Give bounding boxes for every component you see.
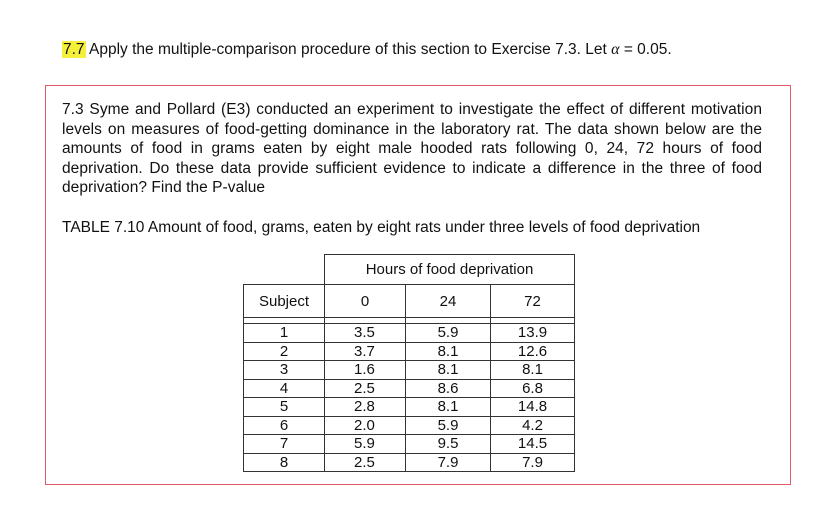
value-24h: 8.1 bbox=[406, 342, 491, 361]
subject-cell: 4 bbox=[244, 379, 325, 398]
alpha-symbol: α bbox=[611, 41, 620, 58]
table-row bbox=[244, 342, 575, 361]
value-72h: 12.6 bbox=[491, 342, 575, 361]
value-72h: 6.8 bbox=[491, 379, 575, 398]
value-72h: 7.9 bbox=[491, 453, 575, 472]
value-24h: 8.1 bbox=[406, 361, 491, 380]
table-row bbox=[244, 379, 575, 398]
subject-cell: 3 bbox=[244, 361, 325, 380]
value-72h: 13.9 bbox=[491, 324, 575, 343]
subject-cell: 6 bbox=[244, 416, 325, 435]
value-24h: 9.5 bbox=[406, 435, 491, 454]
subject-cell: 2 bbox=[244, 342, 325, 361]
subject-cell: 8 bbox=[244, 453, 325, 472]
table-row bbox=[244, 416, 575, 435]
value-0h: 2.0 bbox=[325, 416, 406, 435]
question-line bbox=[62, 40, 672, 60]
value-0h: 2.8 bbox=[325, 398, 406, 417]
value-0h: 3.5 bbox=[325, 324, 406, 343]
value-72h: 8.1 bbox=[491, 361, 575, 380]
table-row bbox=[244, 324, 575, 343]
subject-cell: 1 bbox=[244, 324, 325, 343]
table-row bbox=[244, 398, 575, 417]
exercise-text: 7.3 Syme and Pollard (E3) conducted an experiment to investigate the effect of different motivation levels on measures of food-getting dominance in the laboratory rat. The data shown below are the amounts of food in grams eaten by eight male hooded rats following 0, 24, 72 hours of food deprivation. Do these data provide sufficient evidence to indicate a difference in the three of food deprivation? Find the P-value bbox=[62, 101, 762, 196]
table-row bbox=[244, 435, 575, 454]
col-header-72: 72 bbox=[491, 285, 575, 318]
col-header-0: 0 bbox=[325, 285, 406, 318]
value-24h: 8.6 bbox=[406, 379, 491, 398]
question-number: 7.7 bbox=[63, 41, 85, 58]
group-header: Hours of food deprivation bbox=[325, 255, 575, 285]
value-72h: 4.2 bbox=[491, 416, 575, 435]
value-0h: 2.5 bbox=[325, 453, 406, 472]
value-0h: 1.6 bbox=[325, 361, 406, 380]
data-table bbox=[243, 254, 575, 472]
table-caption: TABLE 7.10 Amount of food, grams, eaten by eight rats under three levels of food deprivation bbox=[62, 219, 701, 236]
question-text: Apply the multiple-comparison procedure of this section to Exercise 7.3. Let bbox=[85, 41, 612, 58]
table-row bbox=[244, 453, 575, 472]
question-text-end: = 0.05. bbox=[619, 41, 672, 58]
exercise-box bbox=[45, 85, 791, 485]
value-0h: 5.9 bbox=[325, 435, 406, 454]
value-0h: 2.5 bbox=[325, 379, 406, 398]
value-72h: 14.5 bbox=[491, 435, 575, 454]
table-subheader-row bbox=[244, 285, 575, 318]
value-24h: 8.1 bbox=[406, 398, 491, 417]
value-72h: 14.8 bbox=[491, 398, 575, 417]
subject-cell: 7 bbox=[244, 435, 325, 454]
value-24h: 5.9 bbox=[406, 324, 491, 343]
value-0h: 3.7 bbox=[325, 342, 406, 361]
subject-header: Subject bbox=[244, 285, 325, 318]
table-row bbox=[244, 361, 575, 380]
subject-cell: 5 bbox=[244, 398, 325, 417]
table-header-row bbox=[244, 255, 575, 285]
value-24h: 7.9 bbox=[406, 453, 491, 472]
col-header-24: 24 bbox=[406, 285, 491, 318]
blank-cell bbox=[244, 255, 325, 285]
value-24h: 5.9 bbox=[406, 416, 491, 435]
